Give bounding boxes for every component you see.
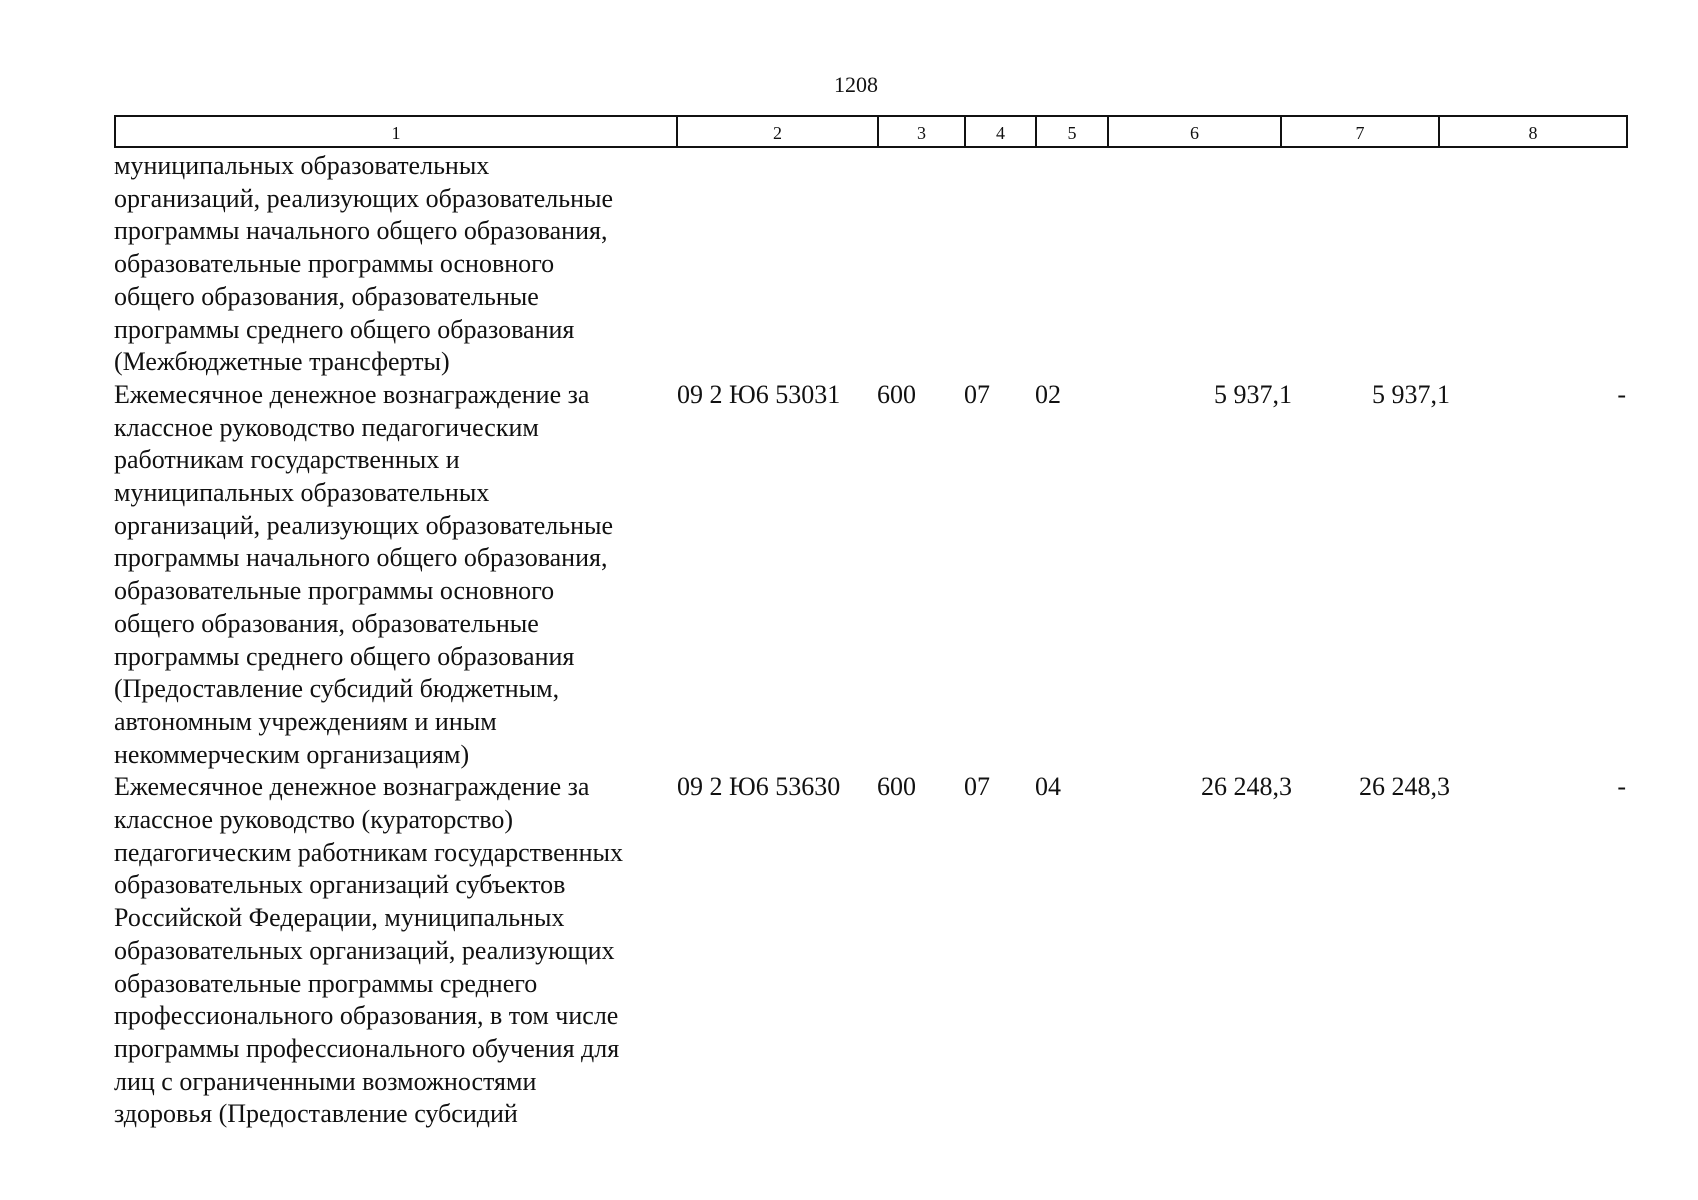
row-col7: 26 248,3 xyxy=(1359,772,1450,802)
row-col6: 26 248,3 xyxy=(1201,772,1292,802)
row-col6: 5 937,1 xyxy=(1214,379,1292,409)
header-col-8: 8 xyxy=(1439,116,1627,147)
header-col-4: 4 xyxy=(965,116,1036,147)
table-row xyxy=(114,150,1626,379)
table-body xyxy=(114,150,1626,1131)
row-col7: 5 937,1 xyxy=(1372,379,1450,409)
row-col4: 07 xyxy=(964,379,990,409)
header-col-6: 6 xyxy=(1108,116,1281,147)
row-col8: - xyxy=(1617,772,1626,802)
row-col4: 07 xyxy=(964,772,990,802)
page-number: 1208 xyxy=(834,72,878,97)
header-col-7: 7 xyxy=(1281,116,1439,147)
row-description: муниципальных образовательных организаций, реализующих образовательные программы начального общего образования, образовательные программы основного общего образования, образовательные программы среднего общего образования (Межбюджетные трансферты) xyxy=(114,151,614,377)
row-col5: 04 xyxy=(1035,772,1061,802)
row-code: 09 2 Ю6 53630 xyxy=(677,772,841,802)
row-description: Ежемесячное денежное вознаграждение за классное руководство педагогическим работникам государственных и муниципальных образовательных организаций, реализующих образовательные программы начального общего образования, образовательные программы основного общего образования, образовательные программы среднего общего образования (Предоставление субсидий бюджетным, автономным учреждениям и иным некоммерческим организациям) xyxy=(114,379,614,769)
table-row xyxy=(114,379,1626,771)
header-col-5: 5 xyxy=(1036,116,1108,147)
row-code: 09 2 Ю6 53031 xyxy=(677,379,841,409)
row-col3: 600 xyxy=(877,772,916,802)
header-col-2: 2 xyxy=(677,116,878,147)
header-col-1: 1 xyxy=(115,116,677,147)
row-col3: 600 xyxy=(877,379,916,409)
table-row xyxy=(114,771,1626,1131)
row-col8: - xyxy=(1617,379,1626,409)
header-col-3: 3 xyxy=(878,116,965,147)
row-col5: 02 xyxy=(1035,379,1061,409)
column-number-header xyxy=(114,115,1628,148)
row-description: Ежемесячное денежное вознаграждение за классное руководство (кураторство) педагогическим работникам государственных образовательных организаций субъектов Российской Федерации, муниципальных образовательных организаций, реализующих образовательные программы среднего профессионального образования, в том числе программы профессионального обучения для лиц с ограниченными возможностями здоровья (Предоставление субсидий xyxy=(114,772,623,1129)
